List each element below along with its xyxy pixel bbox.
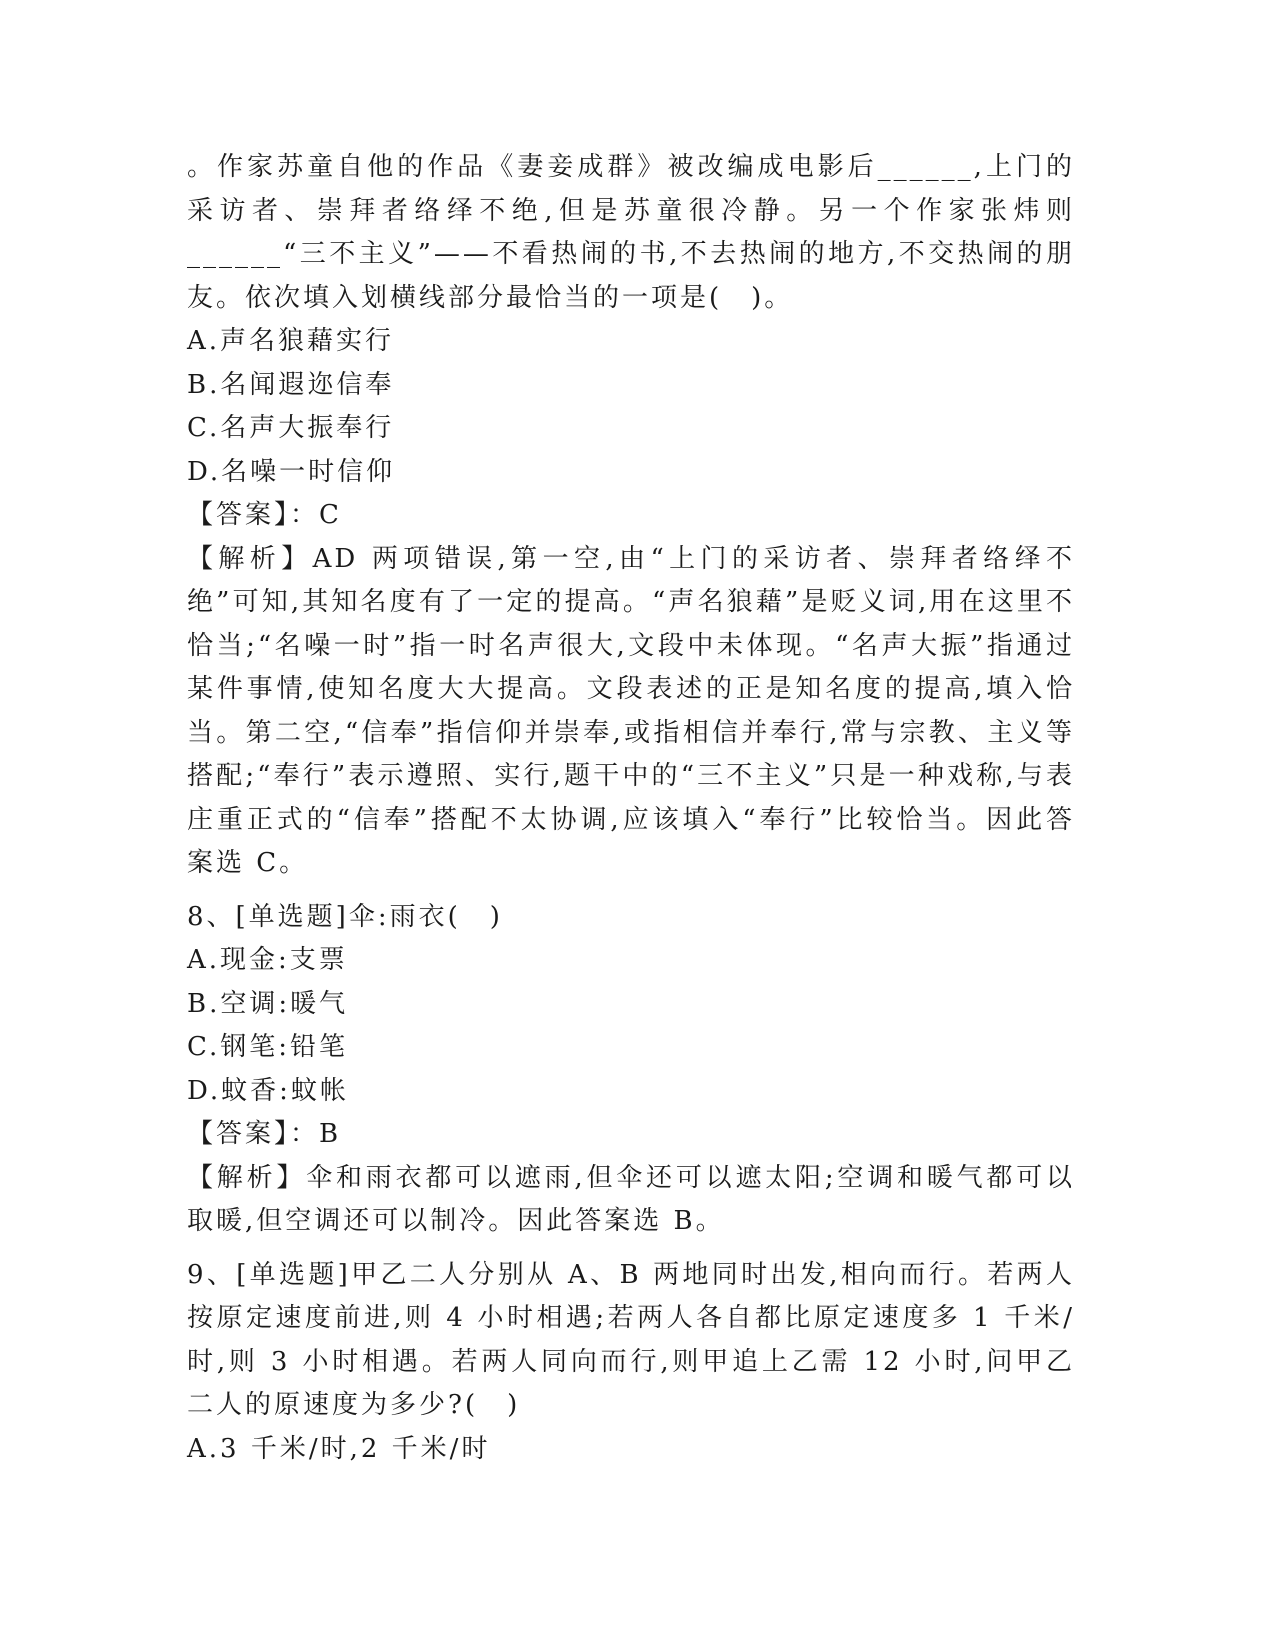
question-stem: 9、[单选题]甲乙二人分别从 A、B 两地同时出发,相向而行。若两人按原定速度前进,则 4 小时相遇;若两人各自都比原定速度多 1 千米/时,则 3 小时相遇。若两人同向而行,则甲追上乙需 12 小时,问甲乙二人的原速度为多少?( ) — [187, 1259, 1075, 1420]
option-c: C.名声大振奉行 — [187, 413, 395, 443]
question-stem: 8、[单选题]伞:雨衣( ) — [187, 901, 503, 932]
answer: 【答案】：C — [187, 500, 342, 530]
question-stem: 。作家苏童自他的作品《妻妾成群》被改编成电影后______,上门的采访者、崇拜者络绎不绝,但是苏童很冷静。另一个作家张炜则______“三不主义”——不看热闹的书,不去热闹的地方,不交热闹的朋友。依次填入划横线部分最恰当的一项是( )。 — [187, 152, 1075, 313]
question-9 — [187, 1254, 1075, 1472]
question-7 — [187, 146, 1075, 886]
option-c: C.钢笔:铅笔 — [187, 1032, 348, 1062]
option-a: A.声名狼藉实行 — [187, 326, 395, 356]
option-a: A.现金:支票 — [187, 945, 348, 975]
option-d: D.蚊香:蚊帐 — [187, 1075, 349, 1106]
analysis: 【解析】AD 两项错误,第一空,由“上门的采访者、崇拜者络绎不绝”可知,其知名度有了一定的提高。“声名狼藉”是贬义词,用在这里不恰当;“名噪一时”指一时名声很大,文段中未体现。“名声大振”指通过某件事情,使知名度大大提高。文段表述的正是知名度的提高,填入恰当。第二空,“信奉”指信仰并崇奉,或指相信并奉行,常与宗教、主义等搭配;“奉行”表示遵照、实行,题干中的“三不主义”只是一种戏称,与表庄重正式的“信奉”搭配不太协调,应该填入“奉行”比较恰当。因此答案选 C。 — [187, 543, 1075, 878]
option-a: A.3 千米/时,2 千米/时 — [187, 1433, 491, 1464]
document-body — [187, 146, 1075, 1471]
option-b: B.空调:暖气 — [187, 988, 349, 1019]
analysis: 【解析】伞和雨衣都可以遮雨,但伞还可以遮太阳;空调和暖气都可以取暖,但空调还可以制冷。因此答案选 B。 — [187, 1162, 1075, 1236]
answer: 【答案】：B — [187, 1119, 342, 1149]
question-8 — [187, 896, 1075, 1244]
option-d: D.名噪一时信仰 — [187, 456, 396, 487]
option-b: B.名闻遐迩信奉 — [187, 369, 395, 400]
